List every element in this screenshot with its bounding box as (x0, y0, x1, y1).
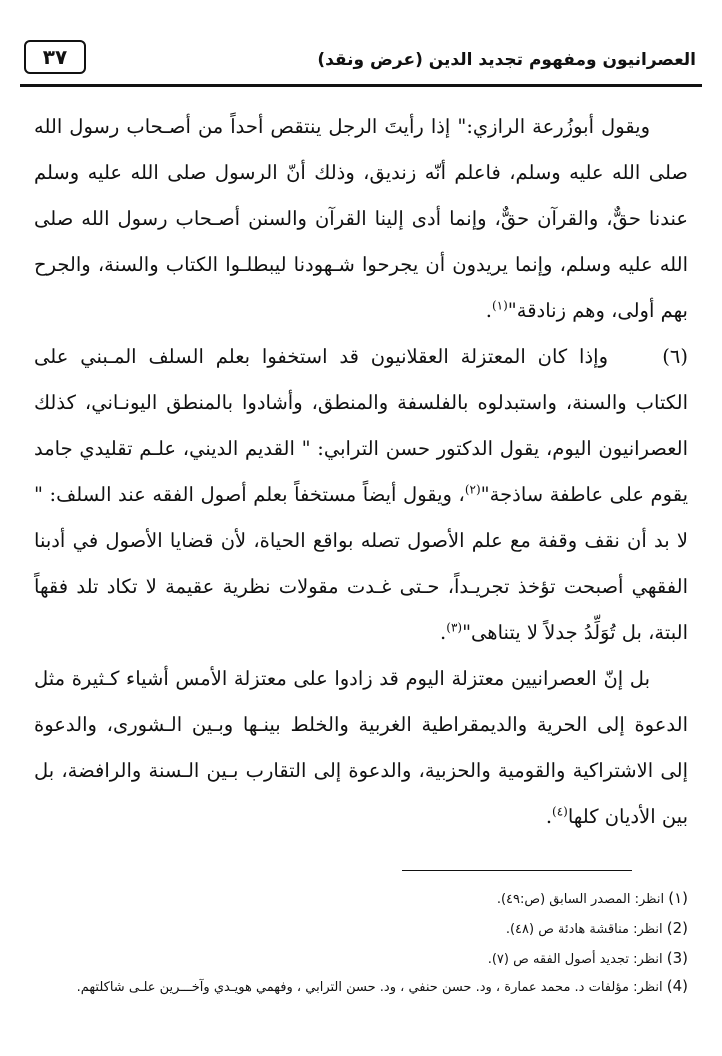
paragraph-2-text: وإذا كان المعتزلة العقلانيون قد استخفوا بعلم السلف المـبني على الكتاب والسنة، واستبدلوه بالفلسفة والمنطق، وأشادوا بالمنطق اليونـاني، كذلك العصرانيون اليوم، يقول الدكتور حسن الترابي: " القديم الديني، علـم تقليدي جامد يقوم على عاطفة ساذجة" (34, 345, 688, 506)
paragraph-1 (34, 104, 688, 334)
footnote-4-text: انظر: مؤلفات د. محمد عمارة ، ود. حسن حنفي ، ود. حسن الترابي ، وفهمي هويـدي وآخـــرين علـى شاكلتهم. (76, 980, 663, 995)
footnote-1-mark: (١) (668, 889, 688, 907)
paragraph-3-end: . (545, 805, 553, 828)
footnote-1 (30, 884, 688, 914)
footnote-ref-3: (٣) (446, 620, 463, 635)
running-header (20, 40, 702, 84)
footnote-2-mark: (2) (666, 919, 688, 937)
paragraph-3 (34, 656, 688, 840)
footnote-3-mark: (3) (666, 949, 688, 967)
paragraph-number-6: (٦) (662, 345, 688, 368)
header-rule (20, 84, 702, 87)
footnote-2 (30, 914, 688, 944)
footnote-1-text: انظر: المصدر السابق (ص:٤٩). (496, 892, 665, 907)
footnote-ref-2: (٢) (464, 482, 481, 497)
footnotes (30, 884, 688, 1000)
paragraph-2 (34, 334, 688, 656)
footnote-3-text: انظر: تجديد أصول الفقه ص (٧). (487, 952, 663, 967)
paragraph-3-text: بل إنّ العصرانيين معتزلة اليوم قد زادوا على معتزلة الأمس أشياء كـثيرة مثل الدعوة إلى الحرية والديمقراطية الغربية والخلط بينـها وبـين الـشورى، والدعوة إلى الاشتراكية والقومية والحزبية، والدعوة إلى التقارب بـين الـسنة والرافضة، بل بين الأديان كلها (34, 667, 688, 828)
paragraph-2-end: . (440, 621, 447, 644)
page-number: ٣٧ (24, 40, 86, 74)
footnote-separator (402, 870, 632, 871)
main-text (34, 104, 688, 840)
footnote-4 (30, 974, 688, 1000)
footnote-3 (30, 944, 688, 974)
footnote-4-mark: (4) (666, 977, 688, 995)
paragraph-2-continued: ، ويقول أيضاً مستخفاً بعلم أصول الفقه عند السلف: " لا بد أن نقف وقفة مع علم الأصول تصله بواقع الحياة، لأن قضايا الأصول في أدبنا الفقهي أصبحت تؤخذ تجريـداً، حـتى غـدت مقولات نظرية عقيمة لا تكاد تلد فقهاً البتة، بل تُوَلِّدُ جدلاً لا يتناهى" (34, 483, 688, 644)
paragraph-1-text: ويقول أبوزُرعة الرازي:" إذا رأيتَ الرجل ينتقص أحداً من أصـحاب رسول الله صلى الله عليه وسلم، فاعلم أنّه زنديق، وذلك أنّ الرسول صلى الله عليه وسلم عندنا حقٌّ، والقرآن حقٌّ، وإنما أدى إلينا القرآن والسنن أصـحاب رسول الله صلى الله عليه وسلم، وإنما يريدون أن يجرحوا شـهودنا ليبطلـوا الكتاب والسنة، والجرح بهم أولى، وهم زنادقة" (34, 115, 688, 322)
footnote-ref-4: (٤) (552, 804, 568, 819)
running-title: العصرانيون ومفهوم تجديد الدين (عرض ونقد) (317, 50, 696, 70)
paragraph-1-end: . (485, 299, 492, 322)
footnote-2-text: انظر: مناقشة هادئة ص (٤٨). (505, 922, 663, 937)
footnote-ref-1: (١) (491, 298, 508, 313)
